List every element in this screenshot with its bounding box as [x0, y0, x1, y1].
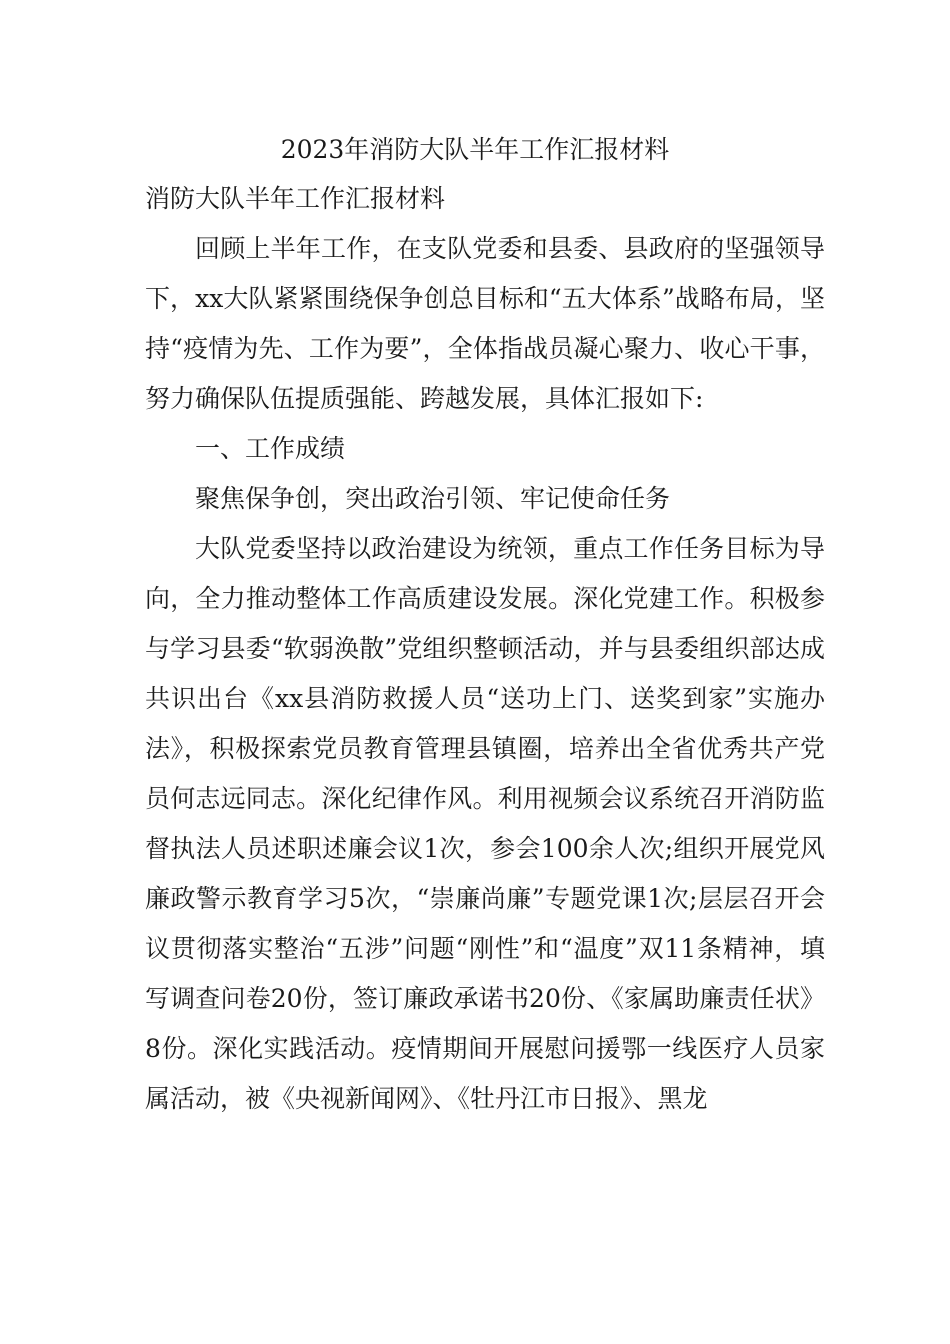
paragraph-body: 大队党委坚持以政治建设为统领，重点工作任务目标为导向，全力推动整体工作高质建设发展。深化党建工作。积极参与学习县委“软弱涣散”党组织整顿活动，并与县委组织部达成共识出台《xx县消防救援人员“送功上门、送奖到家”实施办法》，积极探索党员教育管理县镇圈，培养出全省优秀共产党员何志远同志。深化纪律作风。利用视频会议系统召开消防监督执法人员述职述廉会议1次，参会100余人次;组织开展党风廉政警示教育学习5次，“崇廉尚廉”专题党课1次;层层召开会议贯彻落实整治“五涉”问题“刚性”和“温度”双11条精神，填写调查问卷20份，签订廉政承诺书20份、《家属助廉责任状》8份。深化实践活动。疫情期间开展慰问援鄂一线医疗人员家属活动，被《央视新闻网》、《牡丹江市日报》、黑龙	[145, 534, 825, 1113]
paragraph-intro: 回顾上半年工作，在支队党委和县委、县政府的坚强领导下，xx大队紧紧围绕保争创总目标和“五大体系”战略布局，坚持“疫情为先、工作为要”，全体指战员凝心聚力、收心干事，努力确保队伍提质强能、跨越发展，具体汇报如下:	[145, 234, 825, 413]
section-heading: 一、工作成绩	[195, 434, 346, 463]
document-subtitle: 消防大队半年工作汇报材料	[145, 184, 446, 213]
document-title: 2023年消防大队半年工作汇报材料	[280, 135, 670, 164]
subsection-heading: 聚焦保争创，突出政治引领、牢记使命任务	[195, 484, 671, 513]
document-body	[145, 174, 825, 1124]
